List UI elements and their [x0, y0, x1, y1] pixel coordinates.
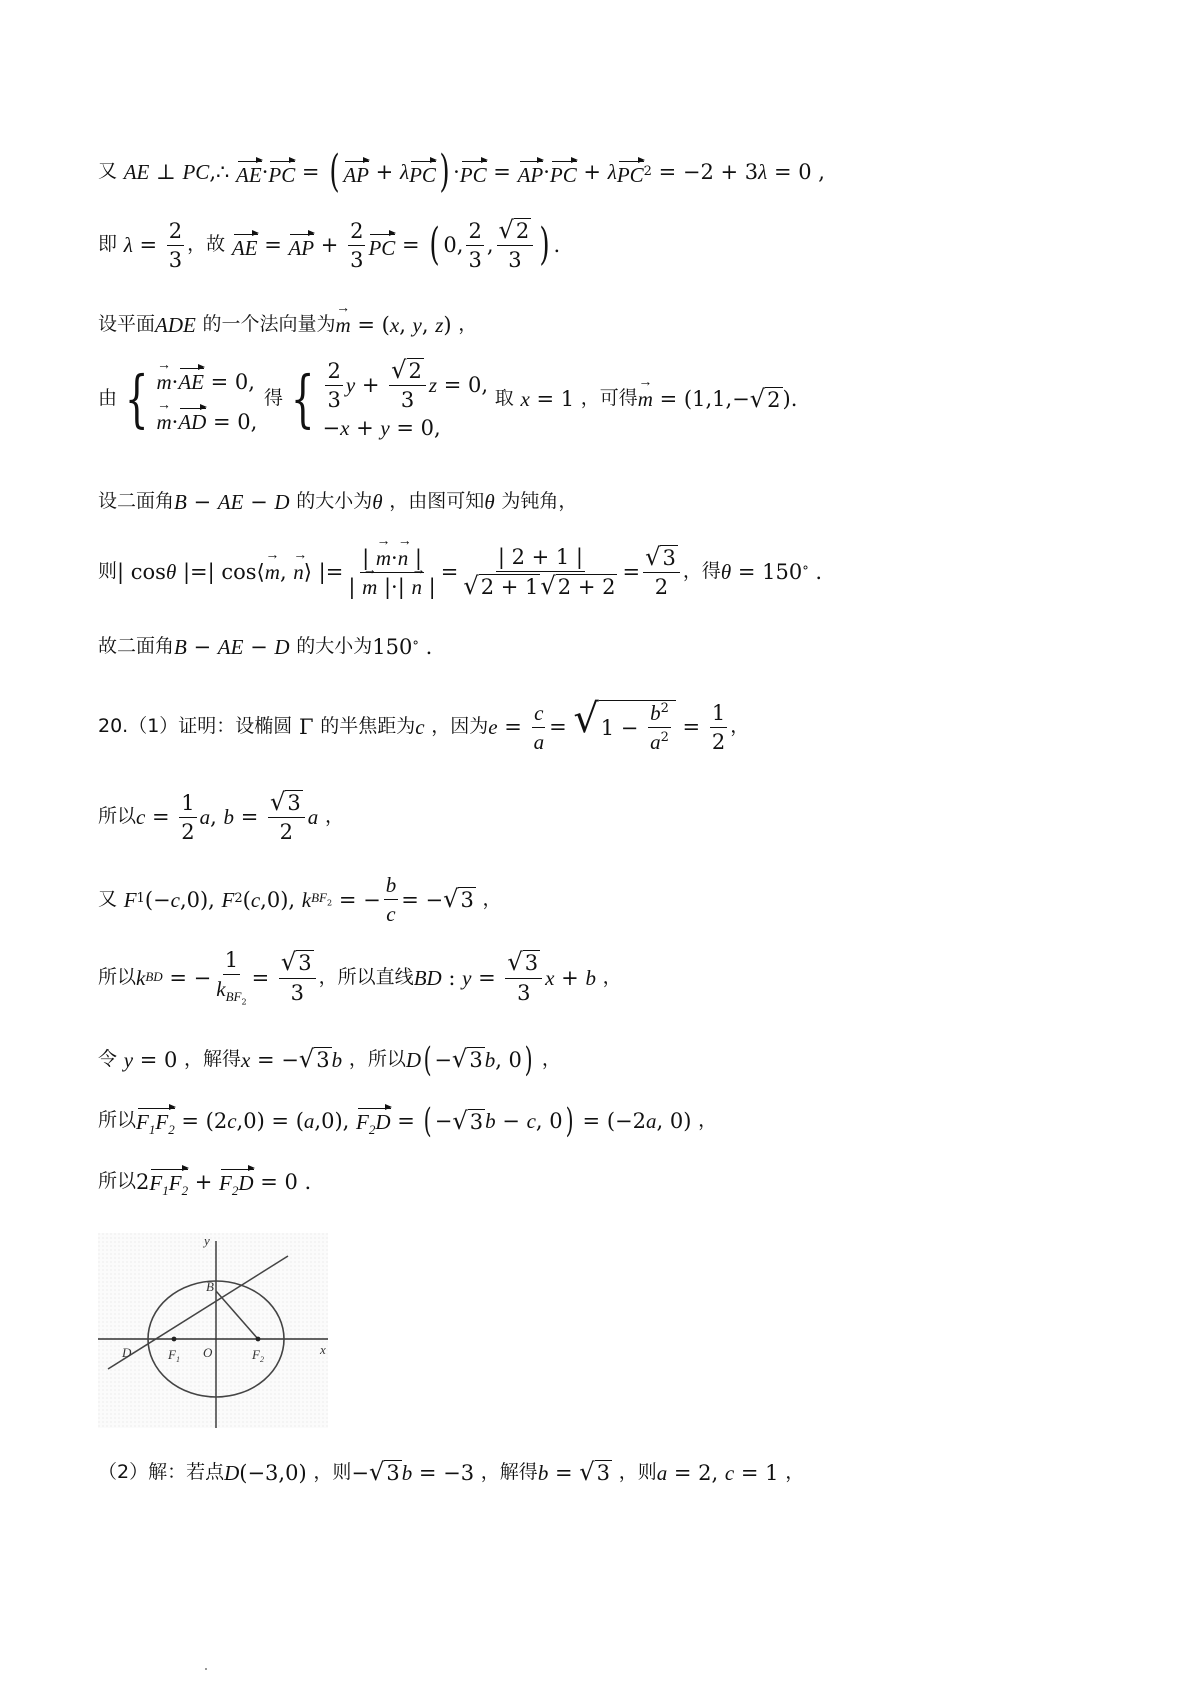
equation-line-10: 又 F 1 (− c ,0), F 2 ( c ,0), k $BF_2$ = − $\frac{b}{c}$ = − √ 3 ， — [98, 873, 502, 927]
equation-line-12: 令 y = 0 ，解得 x = − √ 3 b ，所以 D ( − √ 3 b , 0 ) ， — [98, 1040, 561, 1080]
label-d: D — [122, 1345, 132, 1360]
label-f1: $F_1$ — [168, 1347, 180, 1364]
label-b: B — [206, 1279, 214, 1294]
equation-line-3: 设平面 ADE 的一个法向量为 → m = ( x , y , z ) ， — [98, 313, 477, 337]
equation-line-9: 所以 c = $\frac{1}{2}$ a , b = √ 3 2 a ， — [98, 788, 344, 845]
point-f2 — [256, 1337, 261, 1342]
equation-line-7: 故二面角 B − AE − D 的大小为 150 ° . — [98, 635, 433, 659]
label-x: x — [320, 1342, 326, 1357]
page-mark — [205, 1668, 207, 1670]
equation-line-1: 又 AE ⊥ PC ,∴ AE · PC = ( AP + λ PC ) · PC = AP · PC + λ PC 2 = −2 + 3 λ = 0 , — [98, 146, 825, 197]
equation-line-4: 由 { → m·AE = 0, → m·AD = 0, 得 { $\frac{2}{3}$ y + √ 2 3 z = 0, −x + y = 0, 取 x = 1 ， 可得 → m = (1,1,− √ 2 ). — [98, 358, 797, 440]
point-f1 — [172, 1337, 177, 1342]
equation-line-2: 即 λ = $\frac{2}{3}$ ， 故 AE = AP + $\frac{2}{3}$ PC = ( 0, $\frac{2}{3}$ , √ 2 3 ) . — [98, 216, 561, 273]
equation-line-11: 所以 k BD = − $\frac{1}{k_{BF_2}}$ = √ 3 3 ，所以直线 BD : y = √ 3 3 x + b ， — [98, 948, 622, 1007]
equation-line-13: 所以 $F_1F_2$ = (2 c ,0) = ( a ,0), $F_2D$ = ( − √ 3 b − c , 0 ) = (−2 a , 0) ， — [98, 1101, 718, 1142]
label-y: y — [204, 1233, 210, 1248]
equation-line-5: 设二面角 B − AE − D 的大小为 θ ，由图可知 θ 为钝角， — [98, 490, 578, 514]
equation-line-15: （2）解：若点 D (−3,0) ，则 − √ 3 b = −3 ，解得 b = √ 3 ，则 a = 2, c = 1 ， — [98, 1458, 805, 1486]
figure-background — [98, 1233, 328, 1428]
label-o: O — [203, 1345, 213, 1360]
label-f2: $F_2$ — [252, 1347, 264, 1364]
equation-line-6: 则 | cos θ |=| cos⟨ → m , → n ⟩ |= $\frac{| \to m\cdot\to n |}{| \to m |\cdot| \to n |}$ = | 2 + 1 | √ 2 + 1 √ 2 + 2 = √ 3 2 ， 得 θ = 150 ° . — [98, 545, 822, 599]
ellipse-figure — [98, 1233, 328, 1428]
equation-line-14: 所以 2 $F_1F_2$ + $F_2D$ = 0 . — [98, 1165, 311, 1199]
equation-line-8: 20.（1）证明：设椭圆 Γ 的半焦距为 c ，因为 e = $\frac{c}{a}$ = √ 1 − $\frac{b^2}{a^2}$ = $\frac{1}{2}$ ， — [98, 696, 750, 755]
